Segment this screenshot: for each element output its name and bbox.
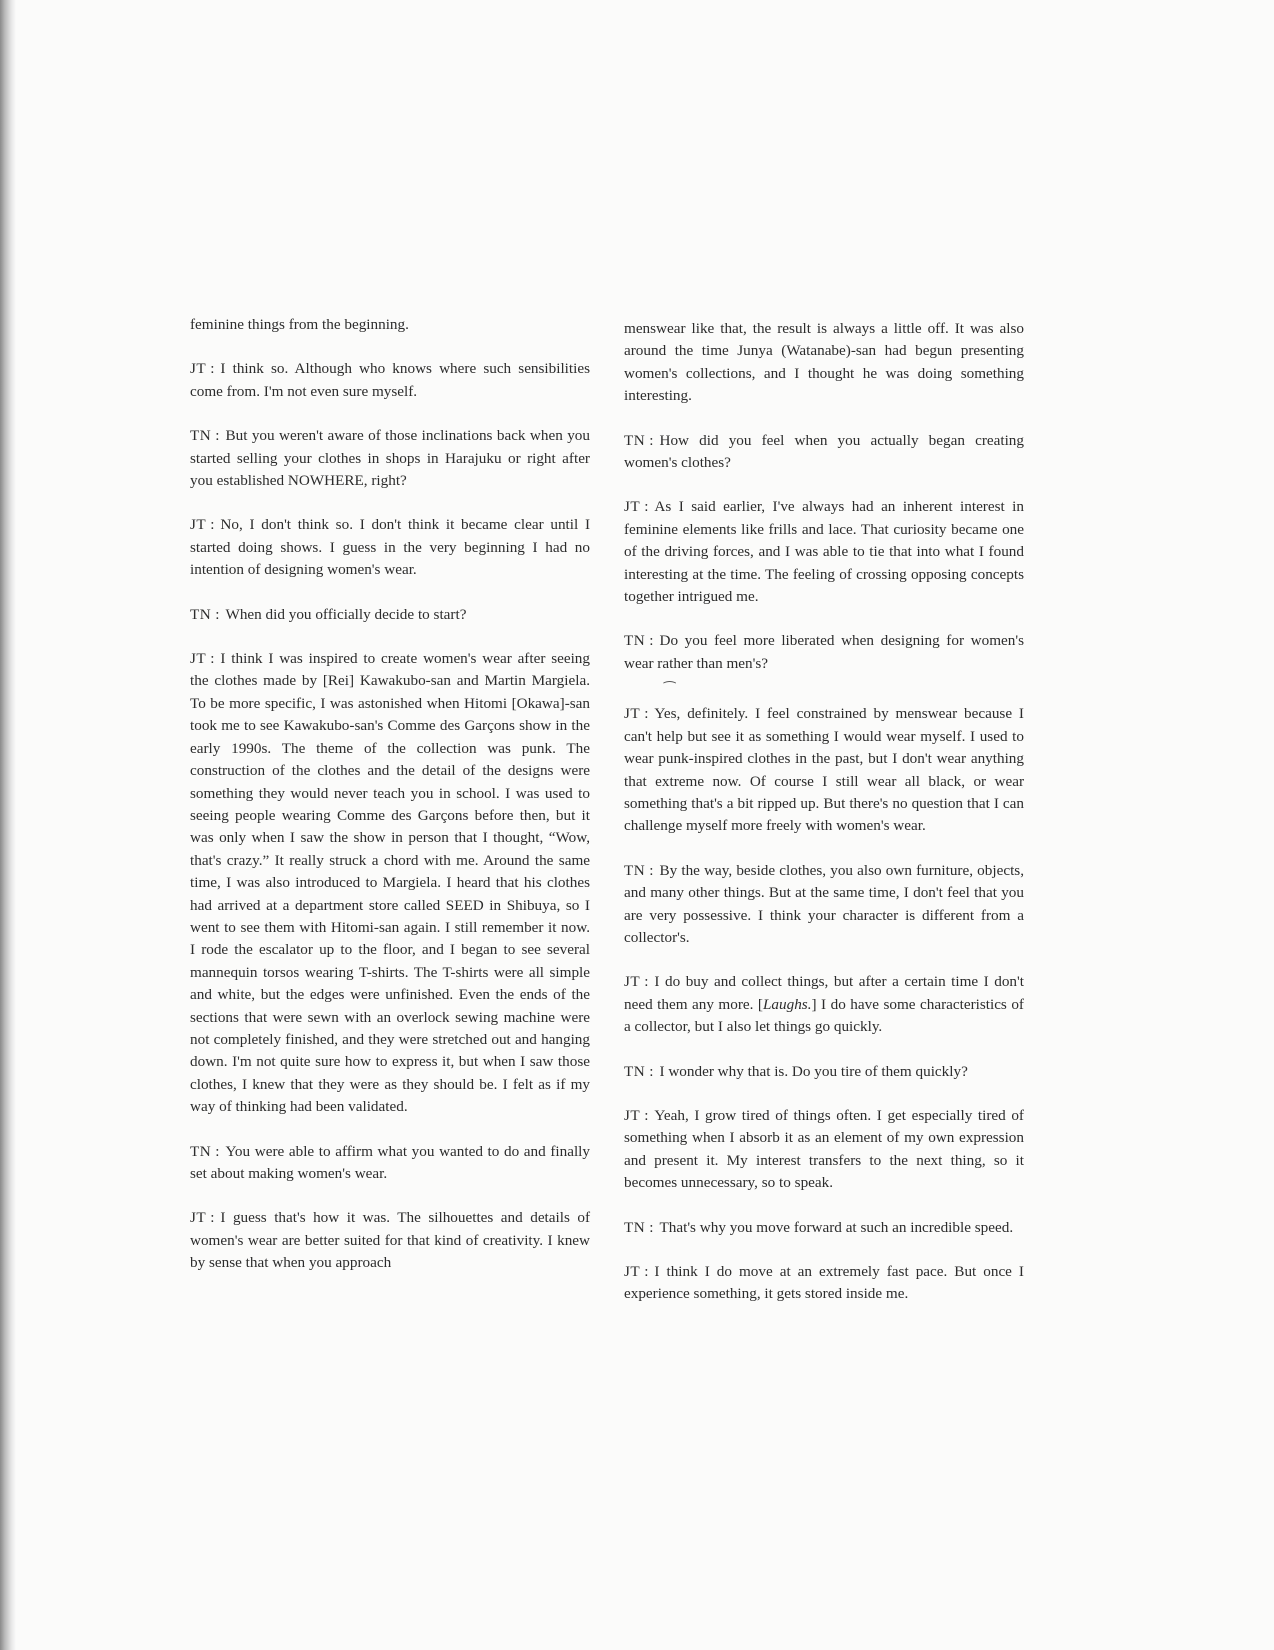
dialogue-paragraph: TN : How did you feel when you actually began creating women's clothes? xyxy=(624,431,1024,472)
speaker-label: JT xyxy=(190,360,207,378)
paragraph-continuation xyxy=(624,318,1024,408)
paragraph-text: By the way, beside clothes, you also own furniture, objects, and many other things. But at the same time, I don't feel that you are very possessive. I think your character is different from a collector's. xyxy=(624,861,1024,946)
speaker-label: TN xyxy=(624,861,646,879)
paragraph-text: I think so. Although who knows where such sensibilities come from. I'm not even sure myself. xyxy=(190,360,590,400)
paragraph-text: Do you feel more liberated when designing for women's wear rather than men's? xyxy=(624,632,1024,672)
paragraph-text: I think I do move at an extremely fast pace. But once I experience something, it gets stored inside me. xyxy=(624,1263,1024,1303)
dialogue-paragraph: TN : I wonder why that is. Do you tire of them quickly? xyxy=(624,1062,968,1080)
speaker-label: JT xyxy=(190,516,207,534)
paragraph-continuation xyxy=(190,314,590,336)
dialogue-paragraph: JT : Yes, definitely. I feel constrained by menswear because I can't help but see it as something I would wear myself. I used to wear punk-inspired clothes in the past, but I don't wear anything that extreme now. Of course I still wear all black, or wear something that's a bit ripped up. But there's no question that I can challenge myself more freely with women's wear. xyxy=(624,705,1024,835)
speaker-label: JT xyxy=(624,1263,641,1280)
dialogue-paragraph: TN : You were able to affirm what you wanted to do and finally set about making women's wear. xyxy=(190,1142,590,1182)
speaker-label: JT xyxy=(190,1209,207,1227)
paragraph-text: I wonder why that is. Do you tire of them quickly? xyxy=(659,1062,968,1080)
paragraph-text: As I said earlier, I've always had an inherent interest in feminine elements like frills and lace. That curiosity became one of the driving forces, and I was able to tie that into what I found interesting at the time. The feeling of crossing opposing concepts together intrigued me. xyxy=(624,498,1024,606)
paragraph-text: I think I was inspired to create women's wear after seeing the clothes made by [Rei] Kawakubo-san and Martin Margiela. To be more specific, I was astonished when Hitomi [Okawa]-san took me to see Kawakubo-san's Comme des Garçons show in the early 1990s. The theme of the collection was punk. The construction of the clothes and the detail of the designs were something they would never teach you in school. I was used to seeing people wearing Comme des Garçons before then, but it was only when I saw the show in person that I thought, “Wow, that's crazy.” It really struck a chord with me. Around the same time, I was also introduced to Margiela. I heard that his clothes had arrived at a department store called SEED in Shibuya, so I went to see them with Hitomi-san again. I still remember it now. I rode the escalator up to the floor, and I began to see several mannequin torsos wearing T-shirts. The T-shirts were all simple and white, but the edges were unfinished. Even the ends of the sections that were sewn with an overlock sewing machine were not completely finished, and they were stretched out and hanging down. I'm not quite sure how to express it, but when I saw those clothes, I knew that they were as they should be. I felt as if my way of thinking had been validated. xyxy=(190,650,590,1116)
speaker-label: TN xyxy=(190,427,212,445)
left-text-column xyxy=(190,314,590,1297)
dialogue-paragraph: JT : Yeah, I grow tired of things often. I get especially tired of something when I absorb it as an element of my own expression and present it. My interest transfers to the next thing, so it becomes unnecessary, so to speak. xyxy=(624,1106,1024,1192)
dialogue-paragraph: TN : That's why you move forward at such an incredible speed. xyxy=(624,1218,1014,1236)
speaker-label: TN xyxy=(624,1218,646,1236)
paragraph-text: I guess that's how it was. The silhouettes and details of women's wear are better suited for that kind of creativity. I knew by sense that when you approach xyxy=(190,1209,590,1272)
paragraph-text: No, I don't think so. I don't think it became clear until I started doing shows. I guess in the very beginning I had no intention of designing women's wear. xyxy=(190,516,590,579)
paragraph-text: Yeah, I grow tired of things often. I get especially tired of something when I absorb it as an element of my own expression and present it. My interest transfers to the next thing, so it becomes unnecessary, so to speak. xyxy=(624,1106,1024,1192)
paragraph-text: feminine things from the beginning. xyxy=(190,316,409,333)
laughs-interjection: Laughs. xyxy=(762,995,812,1013)
speaker-label: TN xyxy=(624,632,646,650)
paragraph-text: That's why you move forward at such an incredible speed. xyxy=(659,1218,1014,1236)
speaker-label: TN xyxy=(190,605,212,623)
paragraph-text: menswear like that, the result is always a little off. It was also around the time Junya (Watanabe)-san had begun presenting women's collections, and I thought he was doing something interesting. xyxy=(624,320,1024,405)
dialogue-paragraph: JT : No, I don't think so. I don't think it became clear until I started doing shows. I guess in the very beginning I had no intention of designing women's wear. xyxy=(190,516,590,579)
dialogue-paragraph: JT : As I said earlier, I've always had an inherent interest in feminine elements like frills and lace. That curiosity became one of the driving forces, and I was able to tie that into what I found interesting at the time. The feeling of crossing opposing concepts together intrigued me. xyxy=(624,498,1024,606)
dialogue-paragraph: TN : By the way, beside clothes, you also own furniture, objects, and many other things. But at the same time, I don't feel that you are very possessive. I think your character is different from a collector's. xyxy=(624,861,1024,946)
dialogue-paragraph: JT : I guess that's how it was. The silhouettes and details of women's wear are better suited for that kind of creativity. I knew by sense that when you approach xyxy=(190,1209,590,1272)
dialogue-paragraph: JT : I think so. Although who knows where such sensibilities come from. I'm not even sure myself. xyxy=(190,360,590,400)
speaker-label: JT xyxy=(624,1106,641,1124)
paragraph-text: But you weren't aware of those inclinations back when you started selling your clothes in shops in Harajuku or right after you established NOWHERE, right? xyxy=(190,427,590,490)
dialogue-paragraph: TN : Do you feel more liberated when designing for women's wear rather than men's? xyxy=(624,632,1024,672)
dialogue-paragraph: TN : But you weren't aware of those inclinations back when you started selling your clothes in shops in Harajuku or right after you established NOWHERE, right? xyxy=(190,427,590,490)
dialogue-paragraph: JT : I do buy and collect things, but after a certain time I don't need them any more. [Laughs.] I do have some characteristics of a collector, but I also let things go quickly. xyxy=(624,973,1024,1036)
speaker-label: JT xyxy=(190,650,207,668)
pencil-mark-icon: ⁀ xyxy=(664,683,676,699)
speaker-label: TN xyxy=(624,1062,646,1080)
dialogue-paragraph: JT : I think I do move at an extremely fast pace. But once I experience something, it gets stored inside me. xyxy=(624,1263,1024,1303)
speaker-label: TN xyxy=(190,1142,212,1160)
paragraph-text: You were able to affirm what you wanted to do and finally set about making women's wear. xyxy=(190,1142,590,1182)
dialogue-paragraph: TN : When did you officially decide to start? xyxy=(190,605,467,623)
paragraph-text: How did you feel when you actually began creating women's clothes? xyxy=(624,431,1024,472)
speaker-label: TN xyxy=(624,431,646,449)
paragraph-text: I do buy and collect things, but after a certain time I don't need them any more. [Laughs.] I do have some characteristics of a collector, but I also let things go quickly. xyxy=(624,973,1024,1036)
speaker-label: JT xyxy=(624,498,641,516)
speaker-label: JT xyxy=(624,705,641,723)
right-text-column xyxy=(624,318,1024,1328)
paragraph-text: Yes, definitely. I feel constrained by menswear because I can't help but see it as something I would wear myself. I used to wear punk-inspired clothes in the past, but I don't wear anything that extreme now. Of course I still wear all black, or wear something that's a bit ripped up. But there's no question that I can challenge myself more freely with women's wear. xyxy=(624,705,1024,835)
page-gutter-shadow xyxy=(0,0,16,1650)
dialogue-paragraph: JT : I think I was inspired to create women's wear after seeing the clothes made by [Rei] Kawakubo-san and Martin Margiela. To be more specific, I was astonished when Hitomi [Okawa]-san took me to see Kawakubo-san's Comme des Garçons show in the early 1990s. The theme of the collection was punk. The construction of the clothes and the detail of the designs were something they would never teach you in school. I was used to seeing people wearing Comme des Garçons before then, but it was only when I saw the show in person that I thought, “Wow, that's crazy.” It really struck a chord with me. Around the same time, I was also introduced to Margiela. I heard that his clothes had arrived at a department store called SEED in Shibuya, so I went to see them with Hitomi-san again. I still remember it now. I rode the escalator up to the floor, and I began to see several mannequin torsos wearing T-shirts. The T-shirts were all simple and white, but the edges were unfinished. Even the ends of the sections that were sewn with an overlock sewing machine were not completely finished, and they were stretched out and hanging down. I'm not quite sure how to express it, but when I saw those clothes, I knew that they were as they should be. I felt as if my way of thinking had been validated. xyxy=(190,650,590,1116)
speaker-label: JT xyxy=(624,973,641,991)
paragraph-text: When did you officially decide to start? xyxy=(225,605,467,623)
